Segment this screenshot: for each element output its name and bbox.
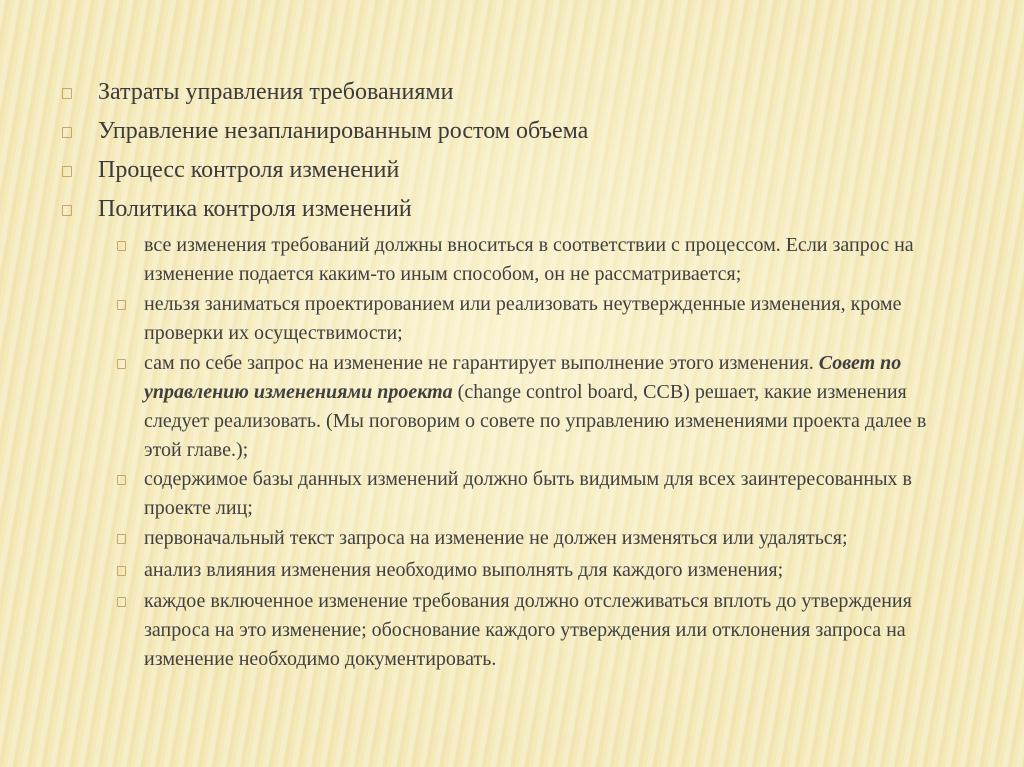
sub-bullet-item: первоначальный текст запроса на изменение не должен изменяться или удаляться; (144, 527, 848, 549)
bullet-item: Процесс контроля изменений (98, 157, 400, 183)
ccb-emphasis: Совет по управлению изменениями проекта (144, 352, 902, 403)
sub-bullet-item: анализ влияния изменения необходимо выполнять для каждого изменения; (144, 559, 784, 581)
sub-bullet-text: (change control board, CCB) решает, какие изменения следует реализовать. (Мы поговорим о совете по управлению изменениями проекта далее в этой главе.); (144, 381, 927, 461)
sub-bullet-text: сам по себе запрос на изменение не гарантирует выполнение этого изменения. (144, 352, 814, 374)
sub-bullet-item: все изменения требований должны вноситься в соответствии с процессом. Если запрос на изменение подается каким-то иным способом, он не рассматривается; (144, 234, 914, 285)
sub-bullet-icon (117, 300, 126, 310)
sub-bullet-icon (117, 359, 126, 369)
sub-bullet-icon (117, 534, 126, 544)
bullet-item: Управление незапланированным ростом объема (98, 118, 589, 144)
sub-bullet-item: содержимое базы данных изменений должно быть видимым для всех заинтересованных в проекте лиц; (144, 468, 912, 519)
sub-bullet-icon (117, 566, 126, 576)
sub-bullet-item (144, 349, 964, 465)
bullet-icon (62, 127, 72, 138)
sub-bullet-item: каждое включенное изменение требования должно отслеживаться вплоть до утверждения запроса на это изменение; обоснование каждого утверждения или отклонения запроса на изменение необходимо документировать. (144, 590, 912, 670)
sub-bullet-icon (117, 597, 126, 607)
sub-bullet-item: нельзя заниматься проектированием или реализовать неутвержденные изменения, кроме проверки их осуществимости; (144, 293, 902, 344)
bullet-icon (62, 88, 72, 99)
bullet-icon (62, 205, 72, 216)
sub-bullet-icon (117, 475, 126, 485)
sub-bullet-icon (117, 241, 126, 251)
bullet-item: Политика контроля изменений (98, 196, 412, 222)
bullet-item: Затраты управления требованиями (98, 79, 454, 105)
bullet-icon (62, 166, 72, 177)
